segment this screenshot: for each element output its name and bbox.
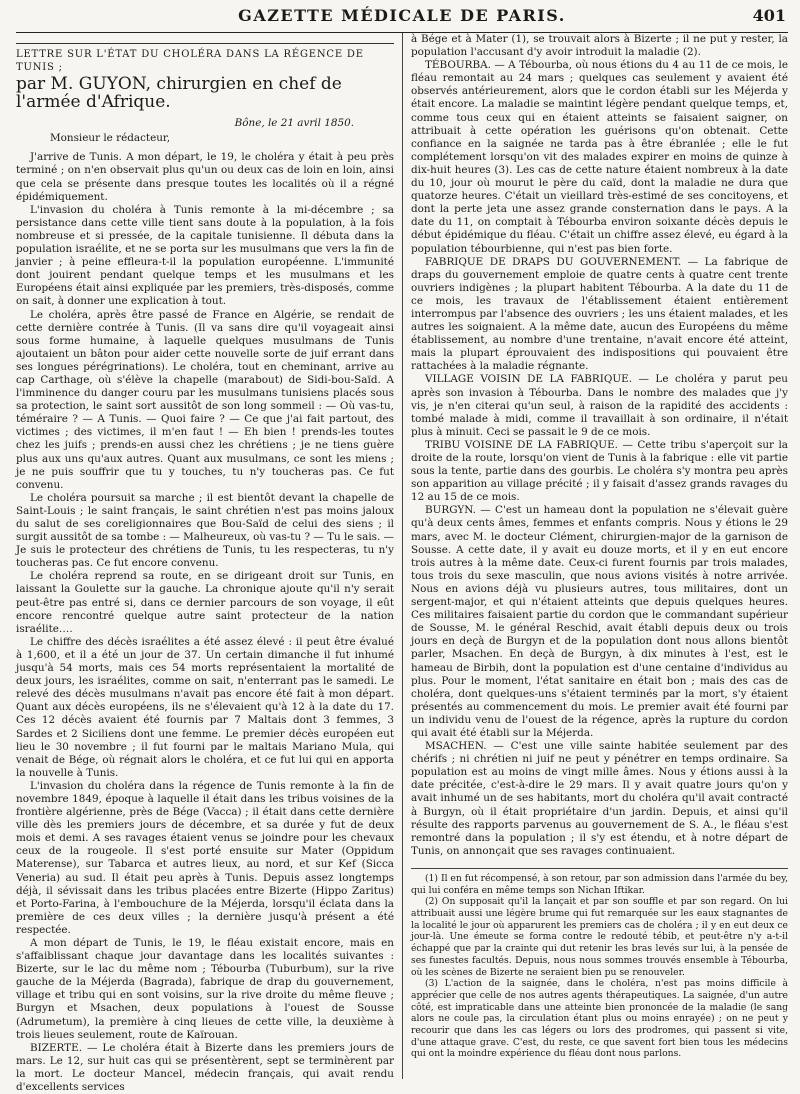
- page-number: 401: [752, 6, 786, 25]
- right-column: [402, 33, 788, 1079]
- paragraph: FABRIQUE DE DRAPS DU GOUVERNEMENT. — La fabrique de draps du gouvernement emploie de quatre cents à quatre cent trente ouvriers indigènes ; la plupart habitent Tébourba. A la date du 11 de ce mois, les travaux de l'établissement étaient entièrement interrompus par l'absence des ouvriers ; les uns étaient malades, et les autres les soignaient. A la même date, aucun des Européens du même établissement, au nombre d'une trentaine, n'avait encore été atteint, mais la plupart éprouvaient des indispositions qui pouvaient être rattachées à la maladie régnante.: [411, 255, 788, 373]
- footnotes: [411, 868, 788, 1060]
- paragraph: à Bége et à Mater (1), se trouvait alors à Bizerte ; il ne put y rester, la population l'accusant d'y avoir introduit la maladie (2).: [411, 33, 788, 59]
- paragraph: BURGYN. — C'est un hameau dont la population ne s'élevait guère qu'à deux cents âmes, femmes et enfants compris. Nous y étions le 29 mars, avec M. le docteur Clément, chirurgien-major de la garnison de Sousse. A cette date, il y avait eu douze morts, et il y en eut encore trois autres à la même date. Ceux-ci furent fournis par trois malades, tous trois du sexe masculin, que nous avions visités à notre arrivée. Nous en avions déjà vu plusieurs autres, tous militaires, dont un sergent-major, et qui n'étaient atteints que depuis quelques heures. Ces militaires faisaient partie du cordon que le commandant supérieur de Sousse, M. le général Reschid, avait établi depuis deux ou trois jours en deçà de Burgyn et de la population dont nous allons bientôt parler, Msachen. En deçà de Burgyn, à dix minutes à l'est, est le hameau de Birbih, dont la population est d'une centaine d'individus au plus. Pour le moment, l'état sanitaire en était bon ; mais des cas de choléra, dont quelques-uns s'étaient terminés par la mort, s'y étaient présentés au commencement du mois. Le premier avait été fourni par un individu venu de l'ouest de la régence, après la rupture du cordon qui avait été établi sur la Méjerda.: [411, 504, 788, 739]
- page-header: [16, 6, 788, 33]
- journal-title: GAZETTE MÉDICALE DE PARIS.: [238, 6, 566, 25]
- paragraph: L'invasion du choléra dans la régence de Tunis remonte à la fin de novembre 1849, époque à laquelle il était dans les tribus voisines de la frontière algérienne, près de Bége (Vacca) ; il était dans cette dernière ville dès les premiers jours de décembre, et sa durée y fut de deux mois et demi. A ses ravages étaient venus se joindre pour les chevaux ceux de la rougeole. Il s'est porté ensuite sur Mater (Oppidum Materense), sur Tabarca et autres lieux, au nord, et sur Kef (Sicca Veneria) au sud. Il était peu après à Tunis. Depuis assez longtemps déjà, il sévissait dans les tribus placées entre Bizerte (Hippo Zaritus) et Porto-Farina, à l'embouchure de la Méjerda, lorsqu'il éclata dans la première de ces deux villes ; la dernière jusqu'à présent a été respectée.: [16, 779, 394, 936]
- paragraph: VILLAGE VOISIN DE LA FABRIQUE. — Le choléra y parut peu après son invasion à Tébourba. Dans le nombre des malades que j'y vis, je n'en citerai qu'un seul, à raison de la rapidité des accidents : tombé malade à midi, comme il travaillait à son ordinaire, il n'était plus à minuit. Ceci se passait le 9 de ce mois.: [411, 373, 788, 438]
- footnote: (3) L'action de la saignée, dans le choléra, n'est pas moins difficile à apprécier que celle de nos autres agents thérapeutiques. La saignée, d'un autre côté, est impraticable dans une atteinte bien prononcée de la maladie (le sang alors ne coule pas, la circulation étant plus ou moins enrayée) ; on ne peut y recourir que dans les cas légers ou lors des prodromes, qui passent si vite, d'une attaque grave. C'est, du reste, ce que savent fort bien tous les médecins qui ont la moindre expérience du fléau dont nous parlons.: [411, 978, 788, 1060]
- salutation: Monsieur le rédacteur,: [50, 132, 171, 145]
- article-title-line1: LETTRE SUR L'ÉTAT DU CHOLÉRA DANS LA RÉGENCE DE TUNIS ;: [16, 49, 364, 74]
- article-title-line2: par M. GUYON, chirurgien en chef de l'armée d'Afrique.: [16, 74, 342, 113]
- paragraph: A mon départ de Tunis, le 19, le fléau existait encore, mais en s'affaiblissant chaque jour davantage dans les localités suivantes : Bizerte, sur le lac du même nom ; Tébourba (Tuburbum), sur la rive gauche de la Méjerda (Bagrada), fabrique de drap du gouvernement, village et tribu qui en sont voisins, sur la rive droite du même fleuve ; Burgyn et Msachen, deux populations à l'ouest de Sousse (Adrumetum), la première à cinq lieues de cette ville, la deuxième à trois lieues seulement, route de Kaïrouan.: [16, 937, 394, 1041]
- paragraph: J'arrive de Tunis. A mon départ, le 19, le choléra y était à peu près terminé ; on n'en observait plus qu'un ou deux cas de loin en loin, ainsi que cela se présente dans presque toutes les localités où il a régné épidémiquement.: [16, 151, 394, 203]
- paragraph: Le choléra, après être passé de France en Algérie, se rendait de cette dernière contrée à Tunis. (Il va sans dire qu'il voyageait ainsi sous forme humaine, à laquelle quelques musulmans de Tunis ajoutaient un bâton pour aider cette nouvelle sorte de juif errant dans ses longues pérégrinations). Le choléra, tout en cheminant, arrive au cap Carthage, où s'élève la chapelle (marabout) de Sidi-bou-Saïd. A l'imminence du danger couru par les musulmans tunisiens placés sous sa protection, le saint sort aussitôt de son long sommeil : — Où vas-tu, téméraire ? — A Tunis. — Quoi faire ? — Ce que j'ai fait partout, des victimes ; des victimes, il m'en faut ! — Eh bien ! prends-les toutes chez les juifs ; prends-en aussi chez les chrétiens ; je ne tiens guère plus aux uns qu'aux autres. Quant aux musulmans, ce sont les miens ; je ne puis souffrir que tu y touches, tu n'y toucheras pas. Ce fut convenu.: [16, 308, 394, 491]
- footnote: (2) On supposait qu'il la lançait et par son souffle et par son regard. On lui attribuait aussi une légère brume qui fut remarquée sur les eaux stagnantes de la localité le jour où apparurent les premiers cas de choléra ; il y en eut deux ce jour-là. Une émeute se forma contre le redouté tébib, et peut-être n'y a-t-il échappé que par la crainte qui dut retenir les bras levés sur lui, à la pensée de ses funestes facultés. Depuis, nous nous sommes trouvés ensemble à Tébourba, où les scènes de Bizerte ne seraient bien pu se renouveler.: [411, 896, 788, 978]
- paragraph: TÉBOURBA. — A Tébourba, où nous étions du 4 au 11 de ce mois, le fléau remontait au 24 mars ; quelques cas seulement y avaient été observés antérieurement, alors que le cordon établi sur les Méjerda y était encore. La maladie se maintint légère pendant quelque temps, et, comme tous ceux qui en étaient atteints se faisaient saigner, on attribuait à cette opération les guérisons qu'on obtenait. Cette confiance en la saignée ne tarda pas à être ébranlée ; elle le fut complétement lorsqu'on vit des malades expirer en moins de quinze à dix-huit heures (3). Les cas de cette nature étaient nombreux à la date du 10, jour où mourut le père du caïd, dont la maladie ne dura que quatorze heures. C'était un vieillard très-estimé de ses concitoyens, et dont la perte jeta une assez grande consternation dans le pays. A la date du 11, on comptait à Tébourba environ soixante décès depuis le début épidémique du fléau. C'était un chiffre assez élevé, eu égard à la population tébourbienne, qui n'est pas bien forte.: [411, 59, 788, 255]
- paragraph: Le chiffre des décès israélites a été assez élevé : il peut être évalué à 1,600, et il a été un jour de 37. Un certain dimanche il fut inhumé jusqu'à 54 morts, mais ces 54 morts représentaient la mortalité de deux jours, les israélites, comme on sait, n'enterrant pas le samedi. Le relevé des décès musulmans n'avait pas encore été fait à mon départ. Quant aux décès européens, ils ne s'élevaient qu'à 12 à la date du 17. Ces 12 décès avaient été fournis par 7 Maltais dont 3 femmes, 3 Sardes et 2 Siciliens dont une femme. Le premier décès européen eut lieu le 30 novembre ; il fut fourni par le maltais Mariano Mula, qui venait de Bége, où régnait alors le choléra, et ce fut lui qui en apporta la nouvelle à Tunis.: [16, 635, 394, 779]
- article-heading: [16, 43, 394, 111]
- paragraph: Le choléra poursuit sa marche ; il est bientôt devant la chapelle de Saint-Louis ; le saint français, le saint chrétien n'est pas moins jaloux du salut de ses coreligionnaires que Bou-Saïd de celui des siens ; il surgit aussitôt de sa tombe : — Malheureux, où vas-tu ? — Tu le sais. — Je suis le protecteur des chrétiens de Tunis, tu les respecteras, tu n'y toucheras pas. Ce fut encore convenu.: [16, 491, 394, 570]
- paragraph: Le choléra reprend sa route, en se dirigeant droit sur Tunis, en laissant la Goulette sur la gauche. La chronique ajoute qu'il n'y serait peut-être pas entré si, dans ce dernier parcours de son voyage, il eût encore rencontré quelque autre saint protecteur de la nation israélite….: [16, 570, 394, 635]
- dateline: Bône, le 21 avril 1850.: [234, 117, 354, 130]
- footnote: (1) Il en fut récompensé, à son retour, par son admission dans l'armée du bey, qui lui conféra en même temps son Nichan Iftikar.: [411, 872, 788, 896]
- left-column: [16, 33, 402, 1094]
- columns: [16, 33, 788, 1094]
- paragraph: L'invasion du choléra à Tunis remonte à la mi-décembre ; sa persistance dans cette ville tient sans doute à la population, à la fois nombreuse et si pressée, de la capitale tunisienne. Il débuta dans la population israélite, et ne se porta sur les musulmans que vers la fin de janvier ; à peine effleura-t-il la population européenne. L'immunité dont jouirent pendant quelque temps et les musulmans et les Européens était ainsi expliquée par les premiers, très-disposés, comme on sait, à donner une explication à tout.: [16, 203, 394, 308]
- paragraph: BIZERTE. — Le choléra était à Bizerte dans les premiers jours de mars. Le 12, sur huit cas qui se présentèrent, sept se terminèrent par la mort. Le docteur Mancel, médecin français, qui avait rendu d'excellents services: [16, 1041, 394, 1094]
- paragraph: TRIBU VOISINE DE LA FABRIQUE. — Cette tribu s'aperçoit sur la droite de la route, lorsqu'on vient de Tunis à la fabrique : elle vit partie sous la tente, partie dans des gourbis. Le choléra s'y montra peu après son apparition au village précité ; il y faisait d'assez grands ravages du 12 au 15 de ce mois.: [411, 438, 788, 504]
- paragraph: MSACHEN. — C'est une ville sainte habitée seulement par des chérifs ; ni chrétien ni juif ne peut y pénétrer en temps ordinaire. Sa population est au moins de vingt mille âmes. Nous y étions aussi à la date précitée, c'est-à-dire le 29 mars. Il y avait quatre jours qu'on y avait inhumé un de ses habitants, mort du choléra qu'il avait contracté à Burgyn, où il était propriétaire d'un jardin. Depuis, et ainsi qu'il résulte des rapports parvenus au gouvernement de S. A., le fléau s'est remontré dans la population ; il s'y est étendu, et à notre départ de Tunis, on annonçait que ses ravages continuaient.: [411, 740, 788, 857]
